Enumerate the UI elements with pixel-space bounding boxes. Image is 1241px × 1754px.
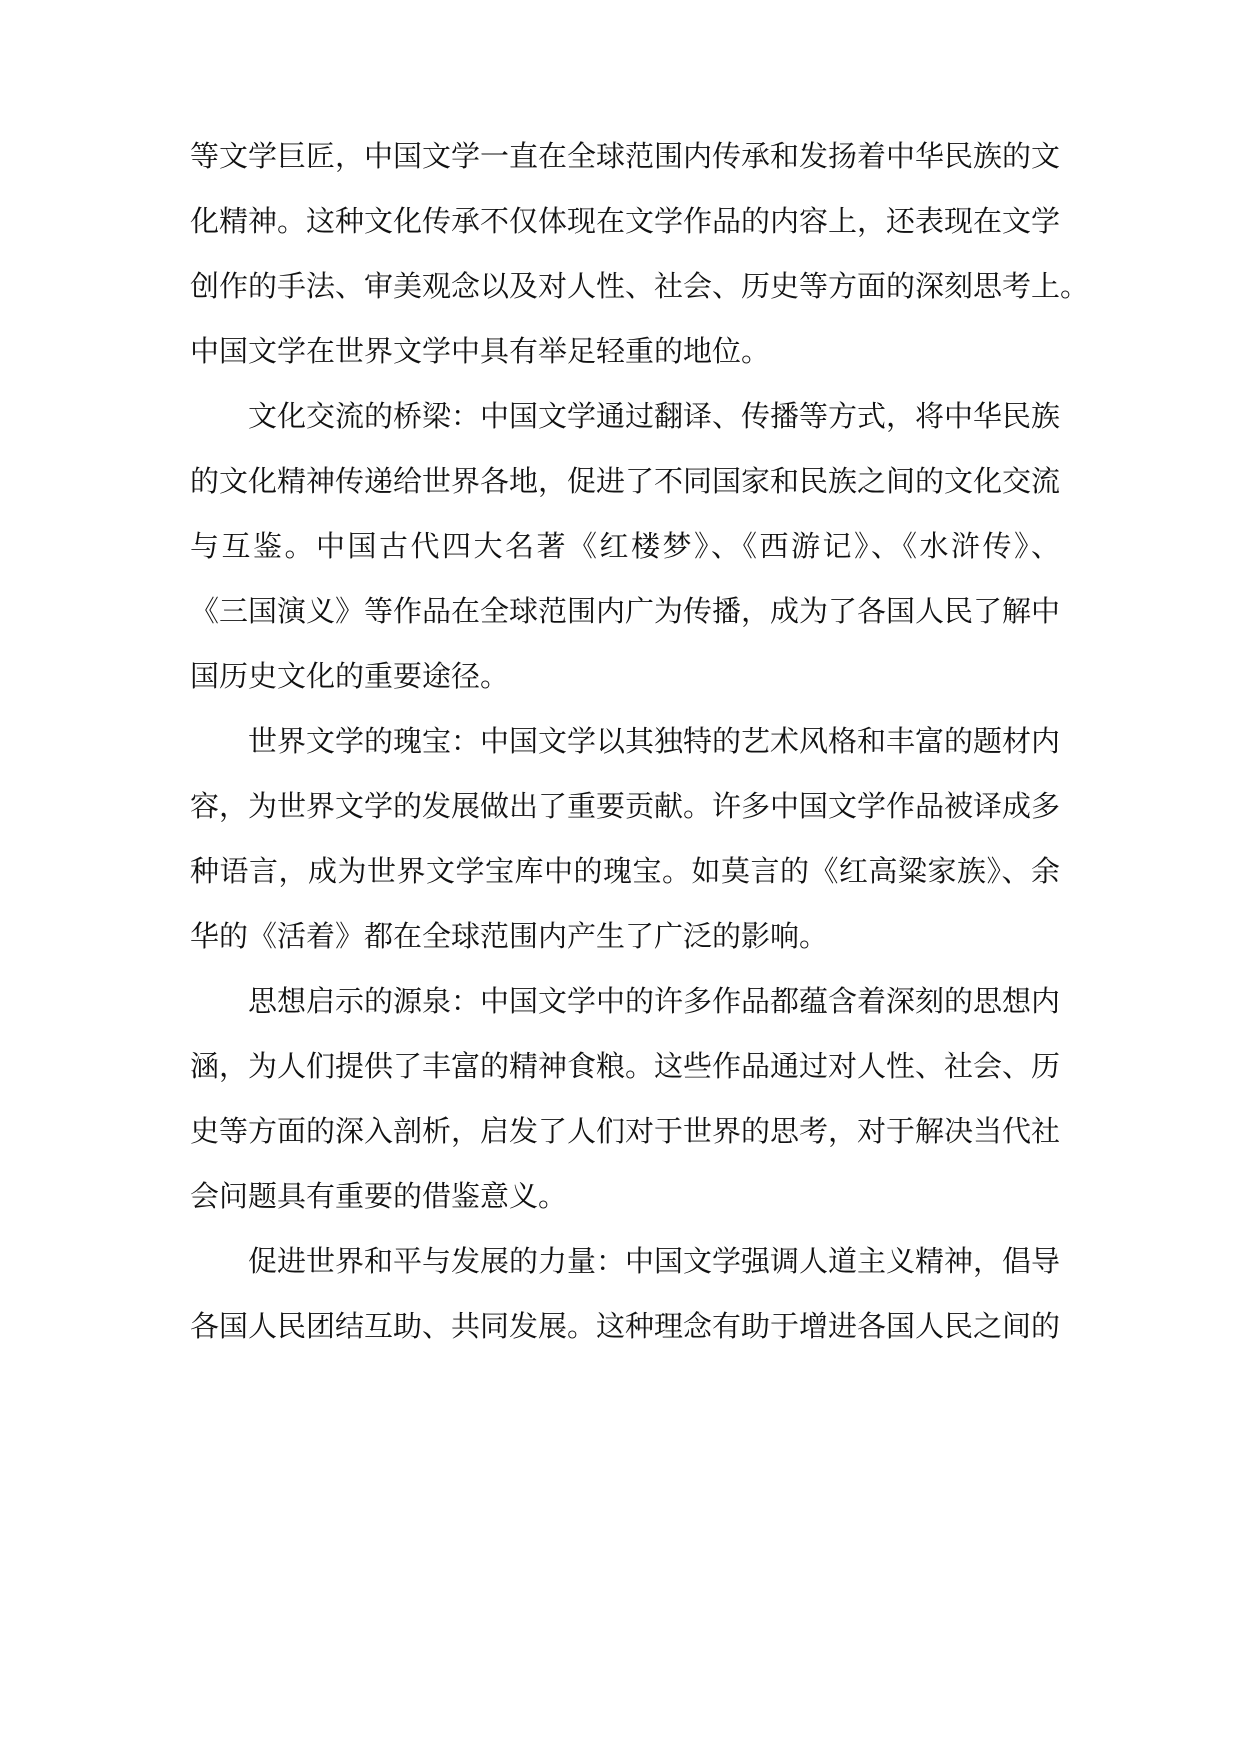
text-line: 容，为世界文学的发展做出了重要贡献。许多中国文学作品被译成多: [190, 789, 1061, 823]
text-line: 《三国演义》等作品在全球范围内广为传播，成为了各国人民了解中: [190, 594, 1061, 628]
paragraph-first-line: 思想启示的源泉：中国文学中的许多作品都蕴含着深刻的思想内: [248, 984, 1061, 1018]
paragraph-first-line: 世界文学的瑰宝：中国文学以其独特的艺术风格和丰富的题材内: [248, 724, 1061, 758]
text-line: 化精神。这种文化传承不仅体现在文学作品的内容上，还表现在文学: [190, 204, 1061, 238]
paragraph-first-line: 促进世界和平与发展的力量：中国文学强调人道主义精神，倡导: [248, 1244, 1061, 1278]
text-line: 中国文学在世界文学中具有举足轻重的地位。: [190, 334, 771, 368]
text-line: 国历史文化的重要途径。: [190, 659, 510, 693]
text-line: 涵，为人们提供了丰富的精神食粮。这些作品通过对人性、社会、历: [190, 1049, 1061, 1083]
text-line: 种语言，成为世界文学宝库中的瑰宝。如莫言的《红高粱家族》、余: [190, 854, 1060, 888]
text-line: 会问题具有重要的借鉴意义。: [190, 1179, 568, 1213]
text-line: 华的《活着》都在全球范围内产生了广泛的影响。: [190, 919, 829, 953]
text-line: 与互鉴。中国古代四大名著《红楼梦》、《西游记》、《水浒传》、: [190, 529, 1060, 563]
text-line: 各国人民团结互助、共同发展。这种理念有助于增进各国人民之间的: [190, 1309, 1061, 1343]
text-line: 等文学巨匠，中国文学一直在全球范围内传承和发扬着中华民族的文: [190, 139, 1061, 173]
paragraph-first-line: 文化交流的桥梁：中国文学通过翻译、传播等方式，将中华民族: [248, 399, 1061, 433]
text-line: 史等方面的深入剖析，启发了人们对于世界的思考，对于解决当代社: [190, 1114, 1061, 1148]
text-line: 创作的手法、审美观念以及对人性、社会、历史等方面的深刻思考上。: [190, 269, 1090, 303]
text-line: 的文化精神传递给世界各地，促进了不同国家和民族之间的文化交流: [190, 464, 1061, 498]
